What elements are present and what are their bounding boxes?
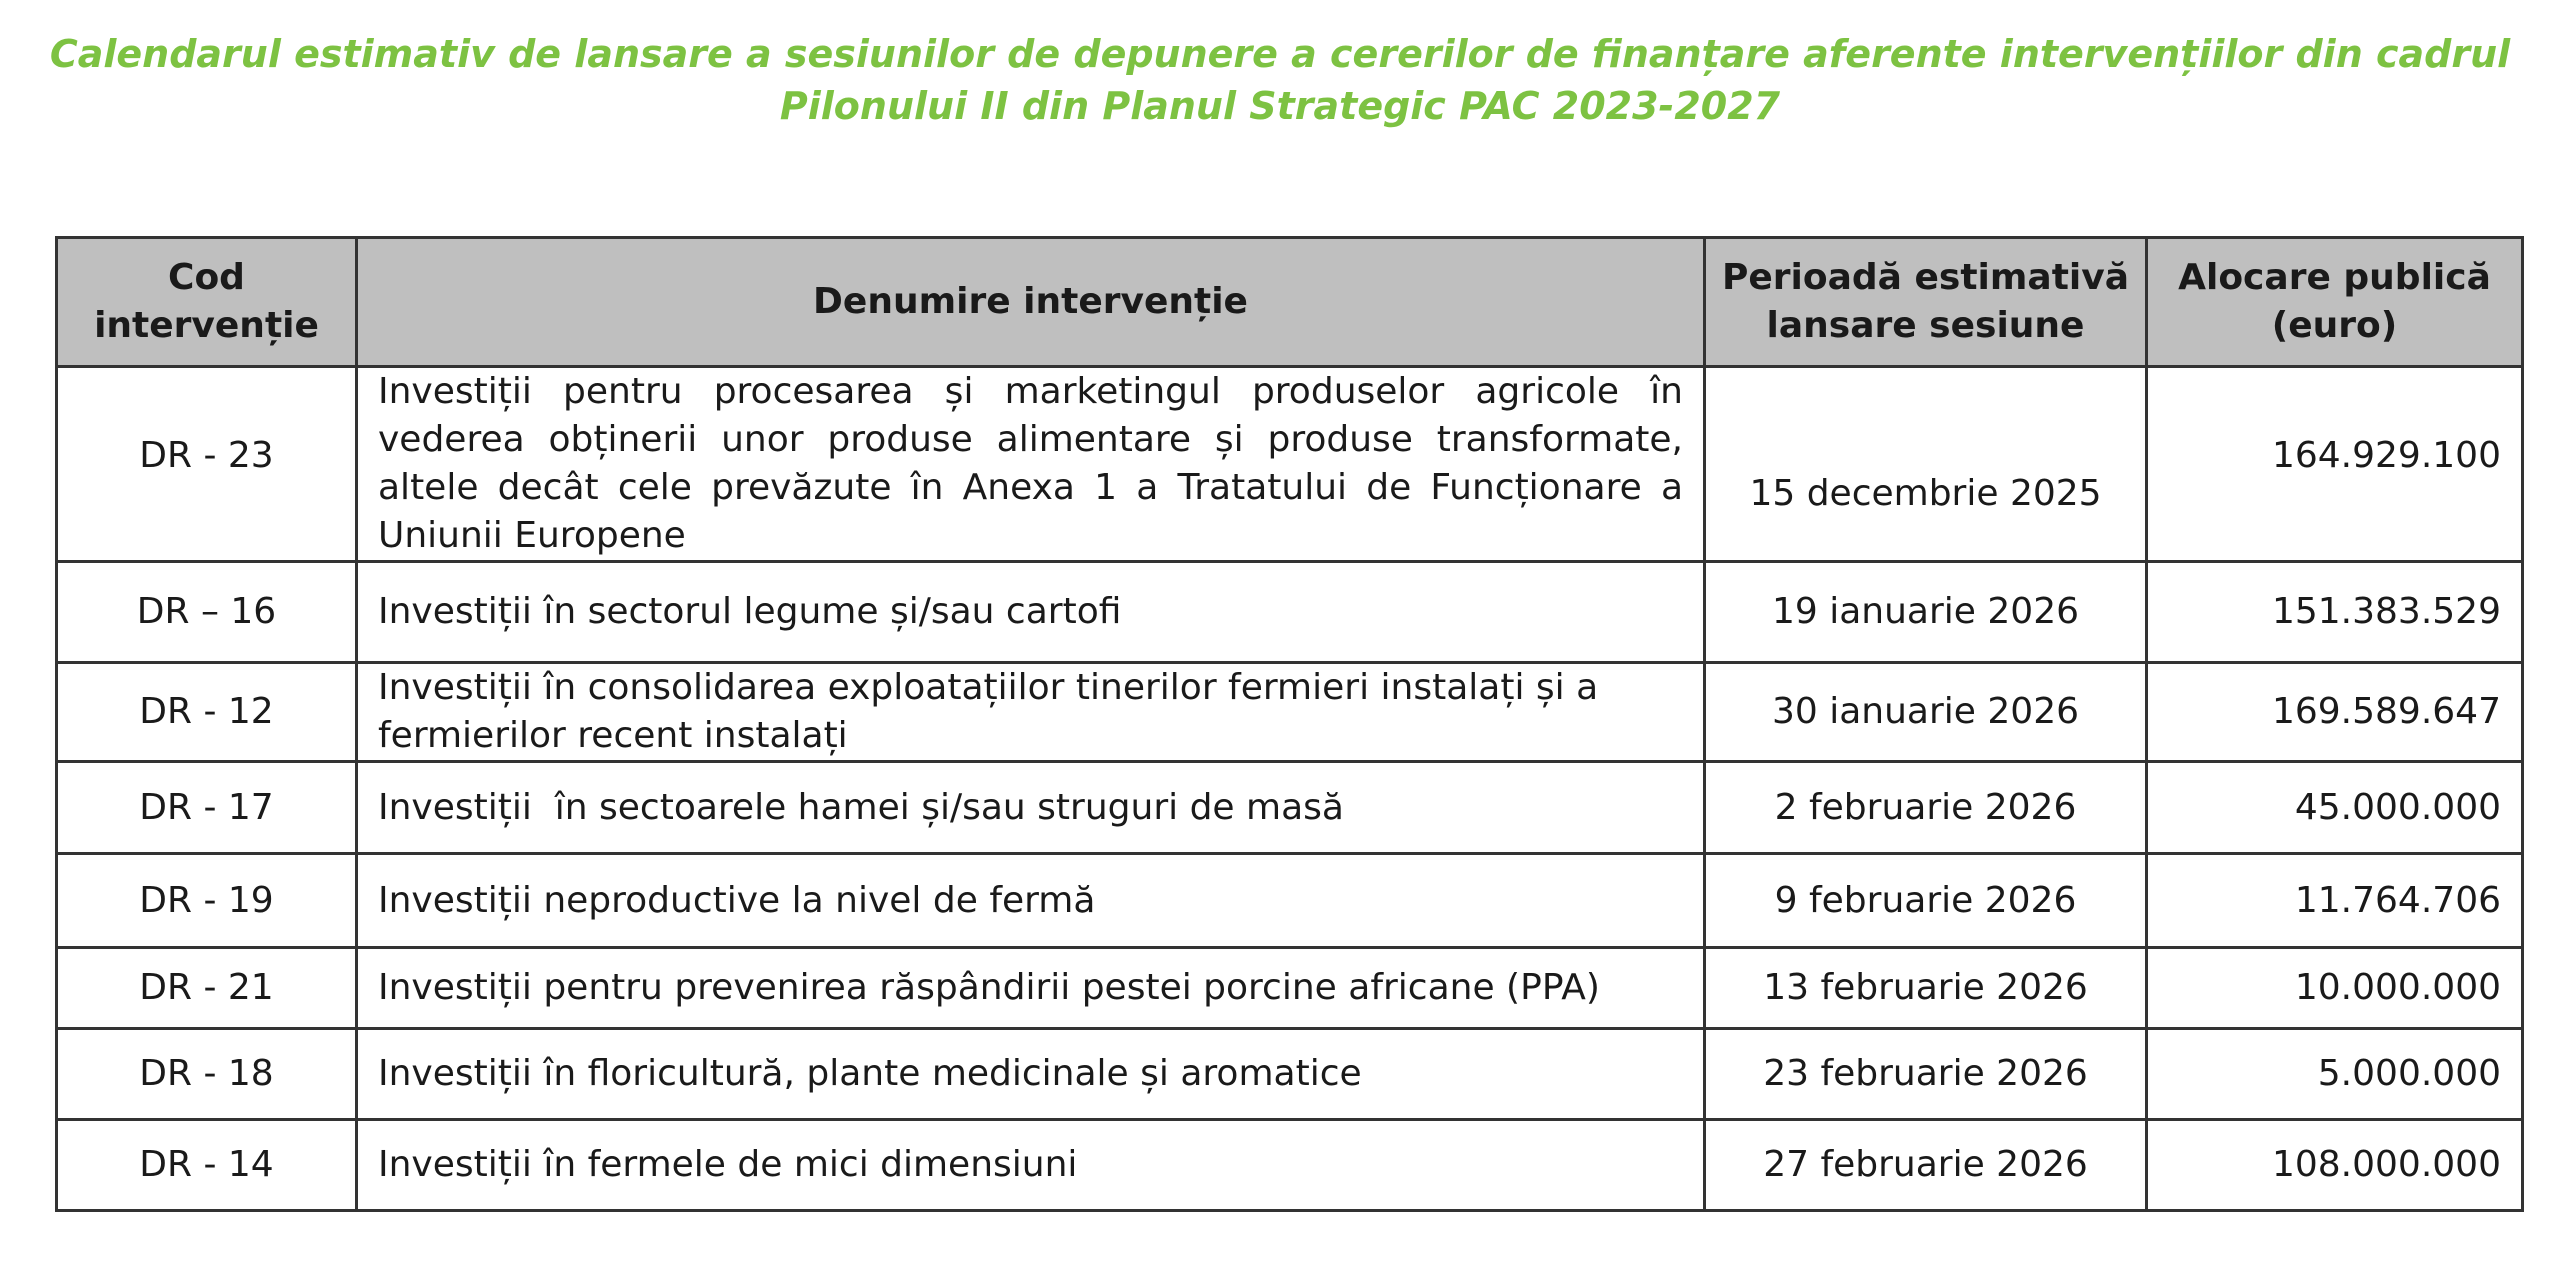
cell-date: 2 februarie 2026 <box>1705 762 2147 854</box>
cell-amount: 151.383.529 <box>2147 562 2523 663</box>
cell-code: DR - 19 <box>57 854 357 948</box>
cell-amount: 169.589.647 <box>2147 663 2523 762</box>
table-row <box>57 663 2523 762</box>
cell-date: 23 februarie 2026 <box>1705 1029 2147 1120</box>
header-allocation: Alocare publică (euro) <box>2147 238 2523 367</box>
cell-amount: 5.000.000 <box>2147 1029 2523 1120</box>
cell-name: Investiții în sectorul legume și/sau cartofi <box>357 562 1705 663</box>
header-period: Perioadă estimativă lansare sesiune <box>1705 238 2147 367</box>
cell-amount: 108.000.000 <box>2147 1120 2523 1211</box>
cell-code: DR – 16 <box>57 562 357 663</box>
cell-name: Investiții în floricultură, plante medicinale și aromatice <box>357 1029 1705 1120</box>
table-row <box>57 948 2523 1029</box>
cell-name: Investiții pentru prevenirea răspândirii pestei porcine africane (PPA) <box>357 948 1705 1029</box>
cell-amount: 10.000.000 <box>2147 948 2523 1029</box>
cell-name: Investiții neproductive la nivel de fermă <box>357 854 1705 948</box>
table-row <box>57 854 2523 948</box>
cell-amount: 11.764.706 <box>2147 854 2523 948</box>
cell-code: DR - 12 <box>57 663 357 762</box>
cell-date: 30 ianuarie 2026 <box>1705 663 2147 762</box>
cell-date: 27 februarie 2026 <box>1705 1120 2147 1211</box>
cell-name: Investiții în fermele de mici dimensiuni <box>357 1120 1705 1211</box>
cell-code: DR - 21 <box>57 948 357 1029</box>
cell-date: 9 februarie 2026 <box>1705 854 2147 948</box>
table-row <box>57 762 2523 854</box>
table-header-row <box>57 238 2523 367</box>
title-line-2: Pilonului II din Planul Strategic PAC 2023-2027 <box>779 84 1781 128</box>
cell-date: 19 ianuarie 2026 <box>1705 562 2147 663</box>
title-line-1: Calendarul estimativ de lansare a sesiunilor de depunere a cererilor de finanțare aferente intervențiilor din cadrul <box>49 32 2511 76</box>
table-row <box>57 1120 2523 1211</box>
table-row <box>57 1029 2523 1120</box>
cell-code: DR - 17 <box>57 762 357 854</box>
cell-amount: 164.929.100 <box>2147 367 2523 562</box>
cell-code: DR - 14 <box>57 1120 357 1211</box>
cell-code: DR - 18 <box>57 1029 357 1120</box>
cell-name: Investiții pentru procesarea și marketingul produselor agricole în vederea obținerii unor produse alimentare și produse transformate, altele decât cele prevăzute în Anexa 1 a Tratatului de Funcționare a Uniunii Europene <box>357 367 1705 562</box>
cell-date: 13 februarie 2026 <box>1705 948 2147 1029</box>
cell-amount: 45.000.000 <box>2147 762 2523 854</box>
header-name: Denumire intervenție <box>357 238 1705 367</box>
table-row <box>57 562 2523 663</box>
cell-name: Investiții în consolidarea exploatațiilor tinerilor fermieri instalați și a fermierilor recent instalați <box>357 663 1705 762</box>
cell-name: Investiții în sectoarele hamei și/sau struguri de masă <box>357 762 1705 854</box>
cell-date: 15 decembrie 2025 <box>1705 367 2147 562</box>
table-row <box>57 367 2523 562</box>
cell-code: DR - 23 <box>57 367 357 562</box>
header-code: Cod intervenție <box>57 238 357 367</box>
document-title <box>0 28 2560 132</box>
interventions-table <box>55 236 2524 1212</box>
